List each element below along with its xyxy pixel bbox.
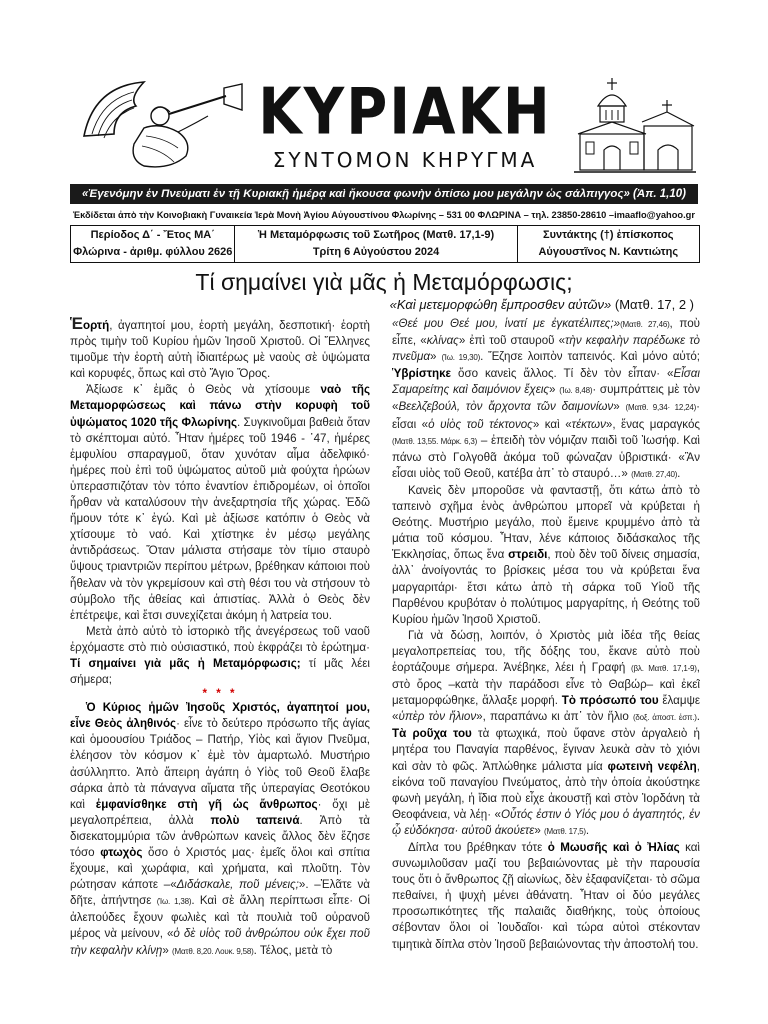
paragraph-text: τί μᾶς λέει σήμερα; [70, 656, 370, 687]
paragraph [392, 316, 700, 483]
article-epigraph [320, 296, 694, 314]
paragraph-text: , εἰκόνα τοῦ παναγίου Πνεύματος, ἀπὸ τὴν ὁποία ἀκούστηκε φωνὴ μεγάλη, ἡ ἴδια ποὺ εἶχε ἀκουστῇ καὶ στὸν Ἰορδάνη τὰ Θεοφάνεια, νὰ λέῃ· « [392, 759, 700, 821]
paragraph-text: ὅσο κανεὶς ἄλλος. Τί δὲν τὸν εἶπαν· « [451, 367, 674, 381]
paragraph-text: . [677, 466, 681, 480]
paragraph-text: ». –Ἐλᾶτε νὰ δῆτε, ἀπήντησε [70, 878, 370, 908]
masthead-title: ΚΥΡΙΑΚΗ [258, 74, 552, 150]
italic-quote: Διδάσκαλε, ποῦ μένεις; [176, 878, 299, 892]
article-headline: Τί σημαίνει γιὰ μᾶς ἡ Μεταμόρφωσις; [195, 269, 573, 295]
bold-text: Τί σημαίνει γιὰ μᾶς ἡ Μεταμόρφωσις; [70, 656, 301, 670]
paragraph-text: Κανεὶς δὲν μποροῦσε νὰ φανταστῇ, ὅτι κάτω ἀπὸ τὸ ταπεινὸ σχῆμα ἑνὸς ἀνθρώπου μπορεῖ νὰ κρύβεται ἡ Θεότης. Μυστήριο μεγάλο, ποὺ ἔμεινε κρυμμένο ἀπὸ τὰ μάτια τοῦ κόσμου. Ἦταν, λένε κάποιος διδάσκαλος τῆς Ἐκκλησίας, ὅπως ἕνα [392, 483, 700, 562]
paragraph [392, 840, 700, 953]
paragraph [392, 628, 700, 840]
paragraph-text: ὅσο ὁ Χριστός μας· ἐμεῖς ὅλοι καὶ σπίτια ἔχουμε, καὶ χωράφια, καὶ χρήματα, καὶ πλοῦτη. Τὸν ρώτησαν κάποτε –« [70, 846, 370, 892]
italic-quote: τὴν κεφαλὴν παρέδωκε τὸ πνεῦμα [392, 334, 700, 364]
paragraph-text: » [430, 350, 442, 364]
italic-quote: Οὗτός ἐστιν ὁ Υἱός μου ὁ ἀγαπητός, ἐν ᾧ εὐδόκησα· αὐτοῦ ἀκούετε [392, 807, 700, 837]
italic-quote: ὁ δὲ υἱὸς τοῦ ἀνθρώπου οὐκ ἔχει ποῦ τὴν κεφαλὴν κλίνῃ [70, 927, 370, 957]
paragraph-text: – ἐπειδὴ τὸν νόμιζαν παιδὶ τοῦ Ἰωσήφ. Καὶ πάνω στὸ Γολγοθᾶ ἀκόμα τοῦ φώναζαν ὑβριστικά· «Ἂν εἶσαι υἱὸς τοῦ Θεοῦ, κατέβα ἀπ᾿ τὸ σταυρό…» [392, 433, 700, 480]
scripture-reference: (Ματθ. 8,20. Λουκ. 9,58) [172, 946, 254, 956]
epigraph-quote: «Καὶ μετεμορφώθη ἔμπροσθεν αὐτῶν» [389, 297, 612, 312]
article-column-left [70, 316, 370, 976]
paragraph-text: . Ἔζησε λοιπὸν ταπεινός. Καὶ μόνο αὐτό; [480, 350, 700, 364]
paragraph [392, 483, 700, 628]
bold-text: Τὸ πρόσωπό του [561, 694, 659, 708]
paragraph-text: » [534, 823, 545, 837]
publisher-line: Ἐκδίδεται ἀπὸ τὴν Κοινοβιακὴ Γυναικεία Ἱερὰ Μονὴ Ἁγίου Αὐγουστίνου Φλωρίνης – 531 00 ΦΛΩΡΙΝΑ – τηλ. 23850-28610 –imaaflo@yahoo.gr [73, 210, 695, 220]
bold-text: στρειδι [508, 548, 548, 562]
author-name-text: Αὐγουστῖνος Ν. Καντιώτης [538, 246, 679, 258]
paragraph-text: » καὶ « [532, 417, 572, 431]
date-text: Τρίτη 6 Αὐγούστου 2024 [312, 246, 440, 258]
scripture-reference: (Ἰω. 1,38) [156, 897, 192, 907]
paragraph-text: Δίπλα του βρέθηκαν τότε [408, 841, 548, 854]
scripture-reference: (βλ. Ματθ. 17,1-9) [631, 663, 697, 673]
bold-text: Ὑβρίστηκε [392, 367, 452, 381]
paragraph-text: . Καὶ σὲ ἄλλη περίπτωσι εἶπε· Οἱ ἀλεπούδες ἔχουν φωλιὲς καὶ τὰ πουλιὰ τοῦ οὐρανοῦ μέρος νὰ μείνουν, « [70, 894, 370, 941]
paragraph-text: · εἶσαι « [392, 400, 700, 431]
paragraph [70, 316, 370, 382]
paragraph-text: · συμπράττεις μὲ τὸν « [392, 383, 700, 414]
paragraph-text: τὰ φτωχικά, ποὺ ὕφανε στὸν ἀργαλειὸ ἡ μητέρα του Παναγία παρθένος, ἔγιναν λευκὰ σὰν τὸ χιόνι καὶ σὰν τὸ φῶς. Ἀπλώθηκε μάλιστα μία [392, 727, 700, 773]
paragraph-text: , ποὺ δὲν τοῦ δίνεις σημασία, ἀλλ᾿ ἀνοίγοντάς το βρίσκεις μέσα του νὰ κρύβεται ἕνα μαργαριτάρι· ἔτσι κάτω ἀπὸ τὴ σάρκα τοῦ Υἱοῦ τῆς Παρθένου κρυβόταν ὁ πολύτιμος μαργαρίτης, ἡ Θεότης τοῦ Κυρίου ἡμῶν Ἰησοῦ Χριστοῦ. [392, 548, 700, 626]
paragraph-text: Ἀξίωσε κ᾿ ἐμᾶς ὁ Θεὸς νὰ χτίσουμε [86, 383, 321, 397]
issue-number-text: Φλώρινα - ἀριθμ. φύλλου 2626 [73, 246, 233, 258]
section-divider-stars: * * * [202, 687, 238, 701]
italic-quote: ὁ υἱὸς τοῦ τέκτονος [428, 417, 533, 431]
bold-text: ὁ Μωυσῆς καὶ ὁ Ἠλίας [547, 841, 680, 854]
article-column-right [392, 316, 700, 976]
issue-info-author [518, 226, 699, 262]
paragraph-text: . [585, 823, 590, 837]
paragraph-text: Μετὰ ἀπὸ αὐτὸ τὸ ἱστορικὸ τῆς ἀνεγέρσεως τοῦ ναοῦ ἐρχόμαστε στὸ πιὸ οὐσιαστικό, ποὺ ἐκφράζει τὸ ἐρώτημα· [70, 624, 370, 654]
paragraph [70, 382, 370, 623]
bold-text: ορτή [83, 319, 110, 332]
motto-banner: «Ἐγενόμην ἐν Πνεύματι ἐν τῇ Κυριακῇ ἡμέρᾳ καὶ ἤκουσα φωνὴν ὀπίσω μου μεγάλην ὡς σάλπιγγος» (Ἀπ. 1,10) [70, 184, 698, 204]
paragraph-text: ἔλαμψε « [392, 694, 700, 724]
italic-quote: τέκτων [571, 417, 606, 431]
scripture-reference: (Ματθ. 9,34· 12,24) [625, 403, 697, 413]
paragraph-text: » ἐπὶ τοῦ σταυροῦ « [458, 334, 566, 348]
italic-quote: κλίνας [426, 334, 459, 348]
paragraph-text: καὶ συνωμιλοῦσαν μαζί του βεβαιώνοντας μὲ τὴν παρουσία τους ὅτι ὁ ἄνθρωπος ζῇ αἰωνίως, δὲν ἐξαφανίζεται· τὸ σῶμα πεθαίνει, ἡ ψυχὴ μένει ἀθάνατη. Ἦταν οἱ δύο μεγάλες προσωπικότητες τῆς παλαιᾶς διαθήκης, τοὺς ὁποίους σέβονταν ὅλοι οἱ Ἰουδαῖοι· καὶ τώρα αὐτοὶ στέκονταν τιμητικὰ δίπλα στὸν Ἰησοῦ βεβαιώνοντας τὴν ἀποστολή του. [392, 841, 700, 951]
issue-info-period [71, 226, 235, 262]
paragraph-text: . Τέλος, μετὰ τὸ [253, 943, 333, 957]
bold-text: ναὸ τῆς Μεταμορφώσεως καὶ πάνω στὴν κορυφὴ τοῦ ὑψώματος 1020 τῆς Φλωρίνης [70, 383, 370, 429]
scripture-reference: (Ματθ. 27,40) [631, 469, 678, 479]
paragraph-text: , ποὺ εἶπε, « [392, 317, 700, 348]
issue-info-bar [70, 225, 700, 263]
scripture-reference: (Ματθ. 13,55. Μάρκ. 6,3) [392, 436, 478, 446]
drop-cap: Ἑ [70, 316, 83, 333]
epigraph-reference: (Ματθ. 17, 2 ) [614, 297, 694, 312]
bold-text: Τὰ ροῦχα του [392, 727, 472, 741]
paragraph-text: , στὸ ὄρος –κατὰ τὴν παράδοσι εἶνε τὸ Θαβώρ– καὶ ἐκεῖ μεταμορφώθηκε, ἄλλαξε μορφή. [392, 660, 700, 708]
italic-quote: «Θεέ μου Θεέ μου, ἱνατί με ἐγκατέλιπες;» [392, 317, 621, 330]
paragraph-text: » [613, 400, 626, 414]
paragraph-text: », παραπάνω κι ἀπ᾿ τὸν ἥλιο [476, 710, 633, 724]
scripture-reference: (Ματθ. 27,46) [620, 320, 670, 329]
bold-text: ἐμφανίσθηκε στὴ γῆ ὡς ἄνθρωπος [95, 797, 318, 811]
author-role-text: Συντάκτης (†) ἐπίσκοπος [543, 229, 674, 241]
bold-text: φτωχὸς [100, 846, 143, 859]
paragraph-text: », ἕνας μαραγκός [605, 417, 700, 431]
feast-text: Ἡ Μεταμόρφωσις τοῦ Σωτῆρος (Ματθ. 17,1-9) [257, 229, 495, 241]
paragraph-text: . Συγκινοῦμαι βαθειὰ ὅταν τὸ σκέπτομαι αὐτό. Ἦταν ἡμέρες τοῦ 1946 - ᾿47, ἡμέρες ἐμφυλίου σπαραγμοῦ, ὅταν χυνόταν αἷμα ἀδελφικό· ἡμέρες ποὺ ἐπὶ τοῦ ὑψώματος αὐτοῦ μιὰ φούχτα ἡρώων ὑπερασπιζόταν τὸν τόπο ἐναντίον ἐπιδρομέων, οἱ ὁποῖοι ἦρθαν νὰ καταλύσουν τὴν ἀνεξαρτησία τῆς χώρας. Ἐδῶ ἤμουν τότε κ᾿ ἐγώ. Καὶ μὲ ἀξίωσε κατόπιν ὁ Θεὸς νὰ χτίσουμε τὸ ναό. Καὶ χτίστηκε ἐν μέσῳ μεγάλης ἀντιδράσεως. Ὅταν μάλιστα στήσαμε τὸν τίμιο σταυρὸ ὕψους τριαντριῶν περίπου μέτρων, βρέθηκαν κάποιοι ποὺ ἦθελαν νὰ τὸν γκρεμίσουν καὶ στὴ θέσι του νὰ στήσουν τὸ σύμβολο τῆς ἀθείας καὶ ἀπιστίας. Ἀλλὰ ὁ Θεὸς δὲν ἐπέτρεψε, καὶ ἔτσι συνεχίζεται ἀκόμη ἡ λατρεία του. [70, 415, 370, 622]
paragraph-text: . [696, 710, 700, 724]
period-text: Περίοδος Δ΄ - Ἔτος ΜΑ΄ [90, 229, 215, 241]
paragraph [70, 624, 370, 688]
bold-text: φωτεινὴ νεφέλη [607, 759, 697, 773]
paragraph-text: . Ἀπὸ τὰ δισεκατομμύρια τῶν ἀνθρώπων κανεὶς ἄλλος δὲν ἔζησε τόσο [70, 813, 370, 859]
scripture-reference: (Ἰω. 19,30) [441, 353, 481, 363]
paragraph-text: , ἀγαπητοί μου, ἑορτὴ μεγάλη, δεσποτική· ἑορτὴ πρὸς τιμὴν τοῦ Κυρίου ἡμῶν Ἰησοῦ Χριστοῦ. Οἱ Ἕλληνες τιμοῦμε τὴν ἑορτὴ αὐτὴ ἰδιαιτέρως μὲ ναοὺς σὲ ὑψώματα καὶ κορυφές, ὅπως καὶ στὸ Ἅγιο Ὄρος. [70, 319, 370, 381]
paragraph-text: Γιὰ νὰ δώσῃ, λοιπόν, ὁ Χριστὸς μιὰ ἰδέα τῆς θείας μεγαλοπρεπείας του, τῆς δόξης του, ἔκανε αὐτὸ ποὺ ἑορτάζουμε σήμερα. Ἀνέβηκε, λέει ἡ Γραφή [392, 628, 700, 674]
italic-quote: Εἶσαι Σαμαρείτης καὶ δαιμόνιον ἔχεις [392, 367, 700, 397]
bold-text: πολὺ ταπεινά [210, 813, 300, 827]
masthead [70, 76, 698, 174]
angel-trumpet-illustration [74, 76, 244, 174]
paragraph [70, 700, 370, 960]
issue-info-feast [235, 226, 517, 262]
scripture-reference: (Ματθ. 17,5) [544, 826, 586, 836]
paragraph-text: · εἶνε τὸ δεύτερο πρόσωπο τῆς ἁγίας καὶ ὁμοουσίου Τριάδος – Πατήρ, Υἱὸς καὶ ἅγιον Πνεῦμα, ἐλέησον τὸν κόσμον κ᾿ ἐμὲ τὸν ἁμαρτωλό. Μυστήριο ἀσύλληπτο. Ἀπὸ ἄπειρη ἀγάπη ὁ Υἱὸς τοῦ Θεοῦ ἔλαβε σάρκα ἀπὸ τὰ πάναγνα αἵματα τῆς ὑπεραγίας Θεοτόκου καὶ [70, 717, 370, 811]
italic-quote: Βεελζεβούλ, τὸν ἄρχοντα τῶν δαιμονίων [398, 400, 614, 414]
paragraph-text: · ὄχι μὲ μεγαλοπρέπεια, ἀλλὰ [70, 797, 370, 827]
scripture-reference: (Ἰω. 8,48) [559, 386, 593, 396]
italic-quote: ὑπὲρ τὸν ἥλιον [398, 710, 477, 724]
masthead-subtitle: ΣΥΝΤΟΜΟΝ ΚΗΡΥΓΜΑ [272, 148, 538, 172]
paragraph-text: » [549, 383, 560, 397]
bold-text: Ὁ Κύριος ἡμῶν Ἰησοῦς Χριστός, ἀγαπητοί μου, εἶνε Θεὸς ἀληθινός [70, 701, 370, 731]
paragraph-text: » [162, 943, 173, 957]
church-illustration [572, 76, 698, 174]
scripture-reference: (δοξ. ἀποστ. ἑσπ.) [632, 713, 697, 723]
